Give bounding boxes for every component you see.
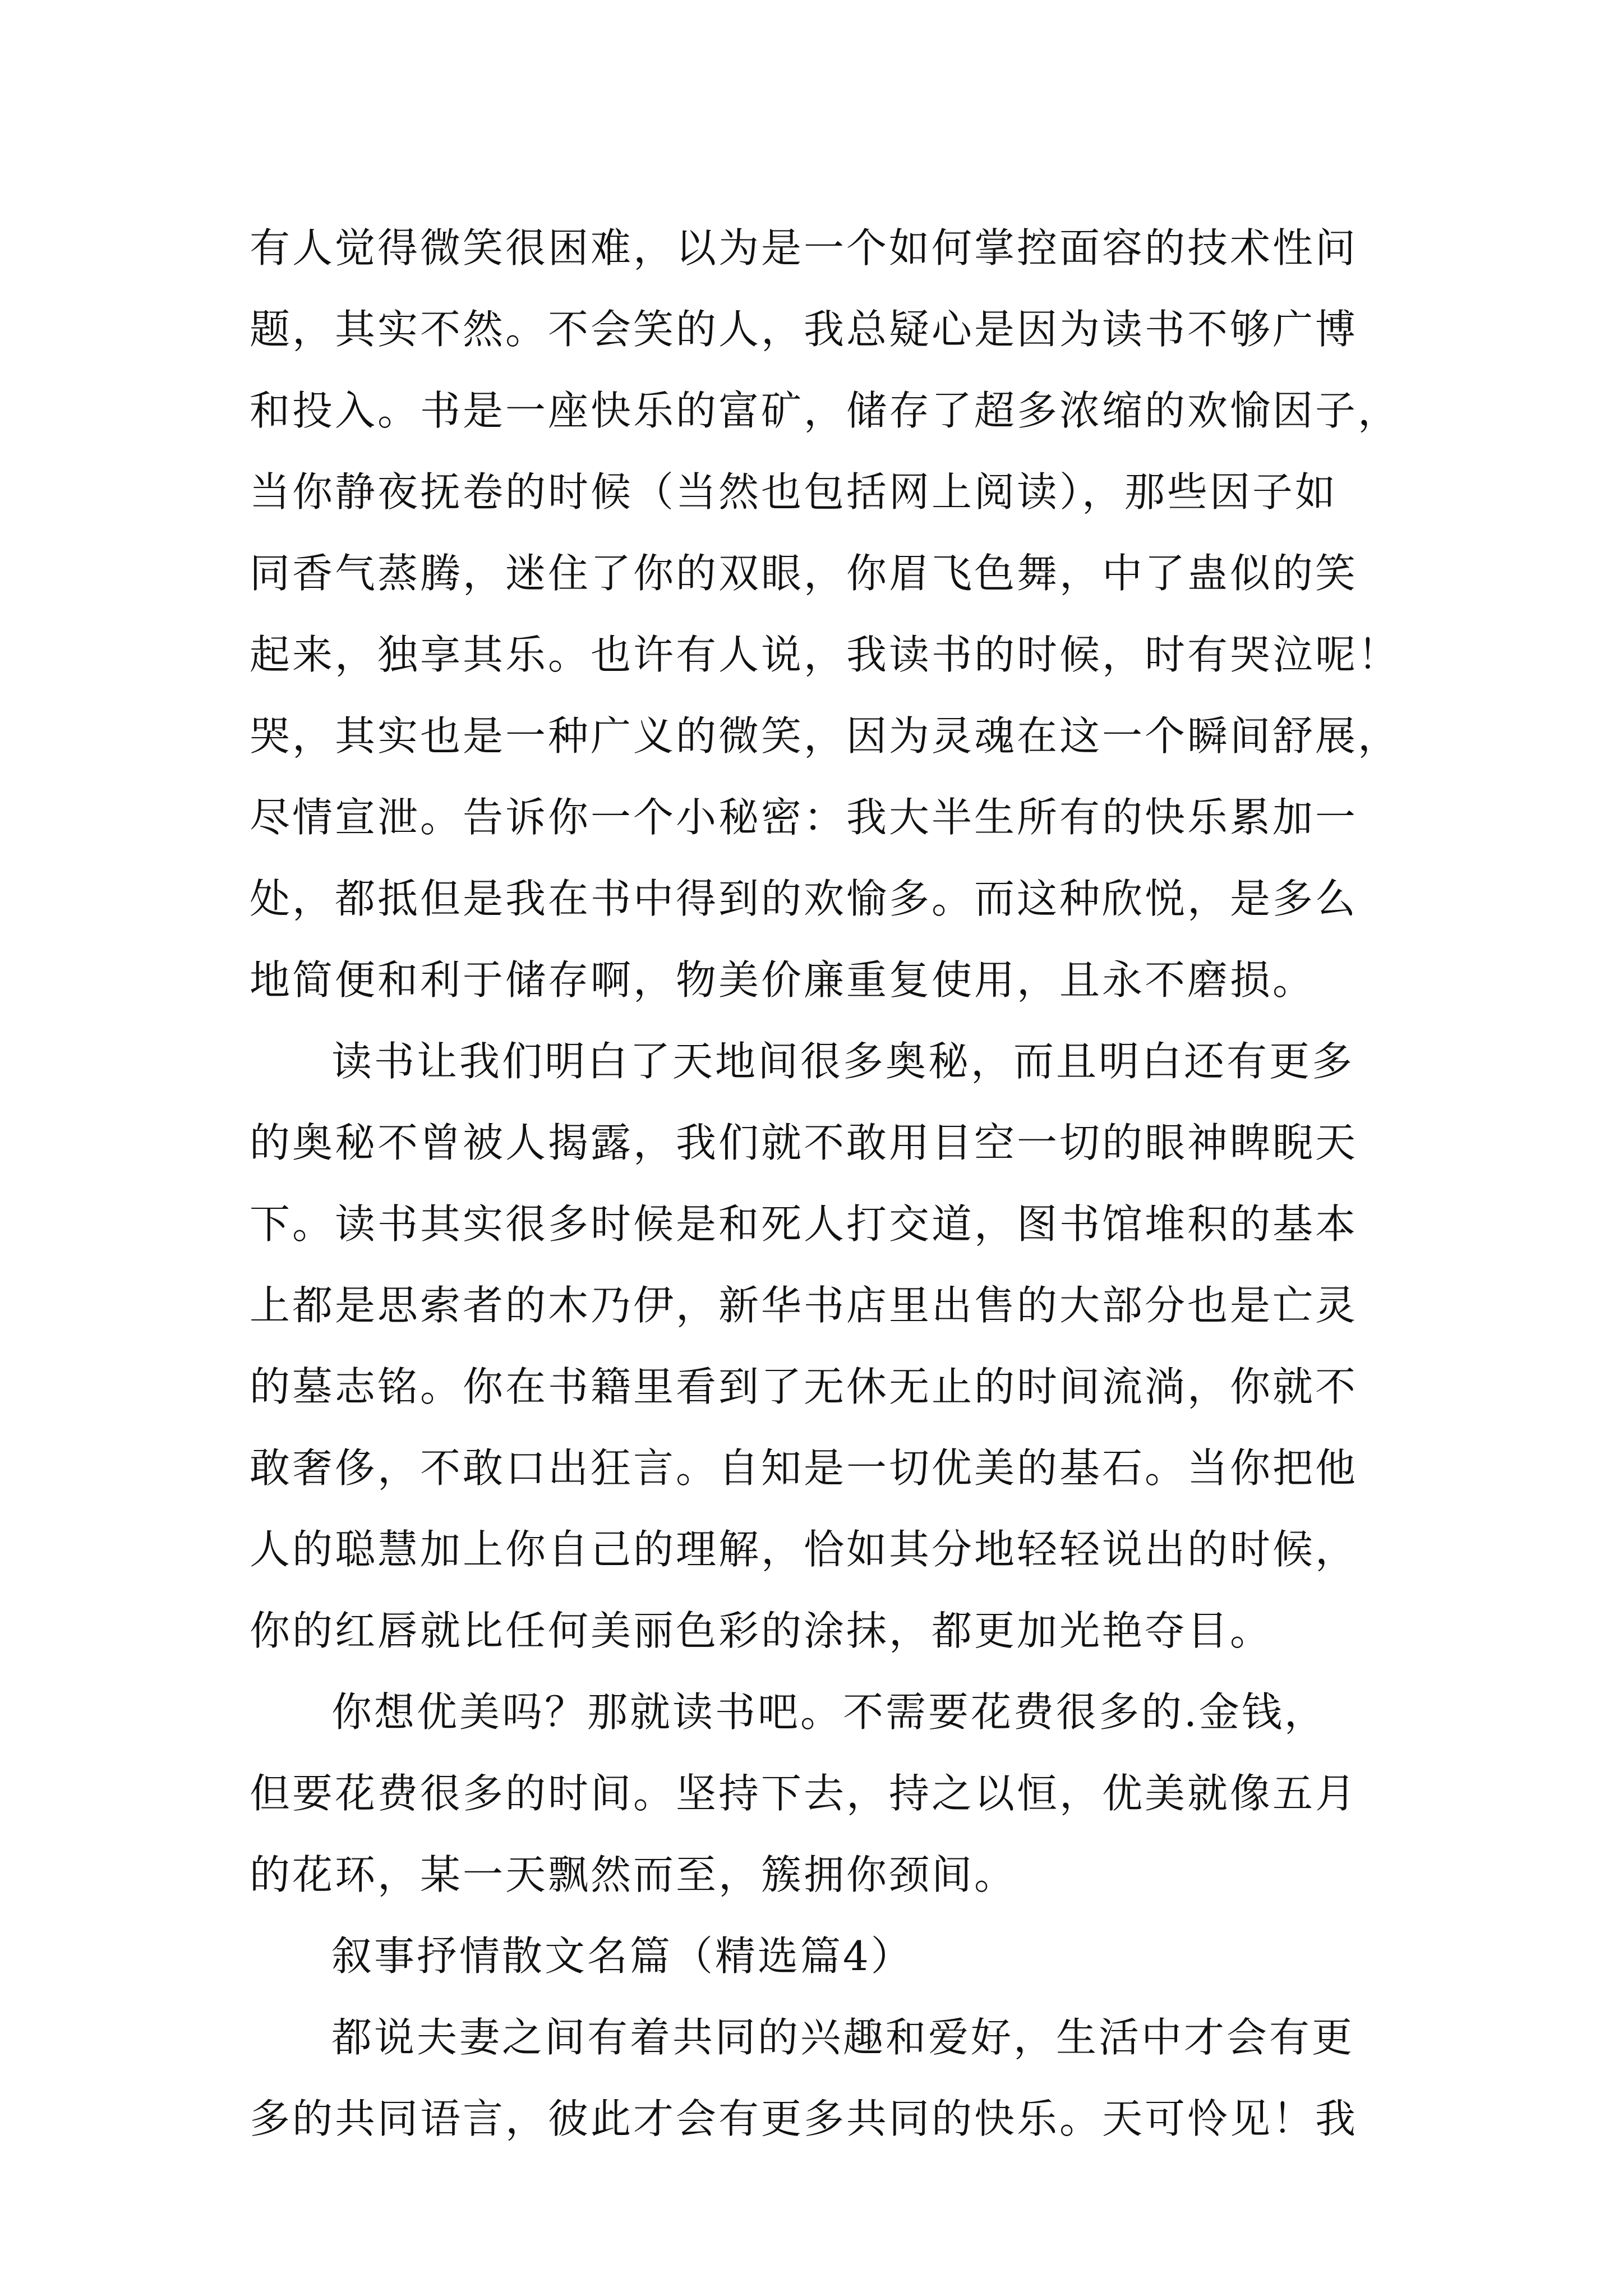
text-line-3: 和投入。书是一座快乐的富矿，储存了超多浓缩的欢愉因子，	[250, 387, 1401, 434]
text-line-20: 但要花费很多的时间。坚持下去，持之以恒，优美就像五月	[250, 1770, 1358, 1817]
text-line-12: 的奥秘不曾被人揭露，我们就不敢用目空一切的眼神睥睨天	[250, 1119, 1358, 1166]
text-line-24: 多的共同语言，彼此才会有更多共同的快乐。天可怜见！我	[250, 2095, 1358, 2142]
text-line-16: 敢奢侈，不敢口出狂言。自知是一切优美的基石。当你把他	[250, 1444, 1358, 1492]
text-line-11: 读书让我们明白了天地间很多奥秘，而且明白还有更多	[331, 1038, 1355, 1085]
section-heading: 叙事抒情散文名篇（精选篇4）	[331, 1932, 914, 1980]
text-line-5: 同香气蒸腾，迷住了你的双眼，你眉飞色舞，中了蛊似的笑	[250, 550, 1358, 597]
text-line-13: 下。读书其实很多时候是和死人打交道，图书馆堆积的基本	[250, 1200, 1358, 1248]
text-line-19: 你想优美吗？那就读书吧。不需要花费很多的.金钱，	[331, 1688, 1327, 1736]
text-line-8: 尽情宣泄。告诉你一个小秘密：我大半生所有的快乐累加一	[250, 794, 1358, 841]
text-line-23: 都说夫妻之间有着共同的兴趣和爱好，生活中才会有更	[331, 2014, 1355, 2061]
text-line-14: 上都是思索者的木乃伊，新华书店里出售的大部分也是亡灵	[250, 1282, 1358, 1329]
text-line-1: 有人觉得微笑很困难，以为是一个如何掌控面容的技术性问	[250, 224, 1358, 272]
text-line-15: 的墓志铭。你在书籍里看到了无休无止的时间流淌，你就不	[250, 1363, 1358, 1410]
text-line-2: 题，其实不然。不会笑的人，我总疑心是因为读书不够广博	[250, 306, 1358, 353]
document-body-text	[250, 208, 1399, 2160]
text-line-6: 起来，独享其乐。也许有人说，我读书的时候，时有哭泣呢！	[250, 631, 1401, 678]
text-line-21: 的花环，某一天飘然而至，簇拥你颈间。	[250, 1851, 1017, 1898]
text-line-9: 处，都抵但是我在书中得到的欢愉多。而这种欣悦，是多么	[250, 875, 1358, 922]
text-line-18: 你的红唇就比任何美丽色彩的涂抹，都更加光艳夺目。	[250, 1607, 1273, 1654]
text-line-4: 当你静夜抚卷的时候（当然也包括网上阅读），那些因子如	[250, 468, 1338, 516]
text-line-17: 人的聪慧加上你自己的理解，恰如其分地轻轻说出的时候，	[250, 1526, 1358, 1573]
text-line-10: 地简便和利于储存啊，物美价廉重复使用，且永不磨损。	[250, 956, 1316, 1004]
text-line-7: 哭，其实也是一种广义的微笑，因为灵魂在这一个瞬间舒展，	[250, 712, 1401, 760]
